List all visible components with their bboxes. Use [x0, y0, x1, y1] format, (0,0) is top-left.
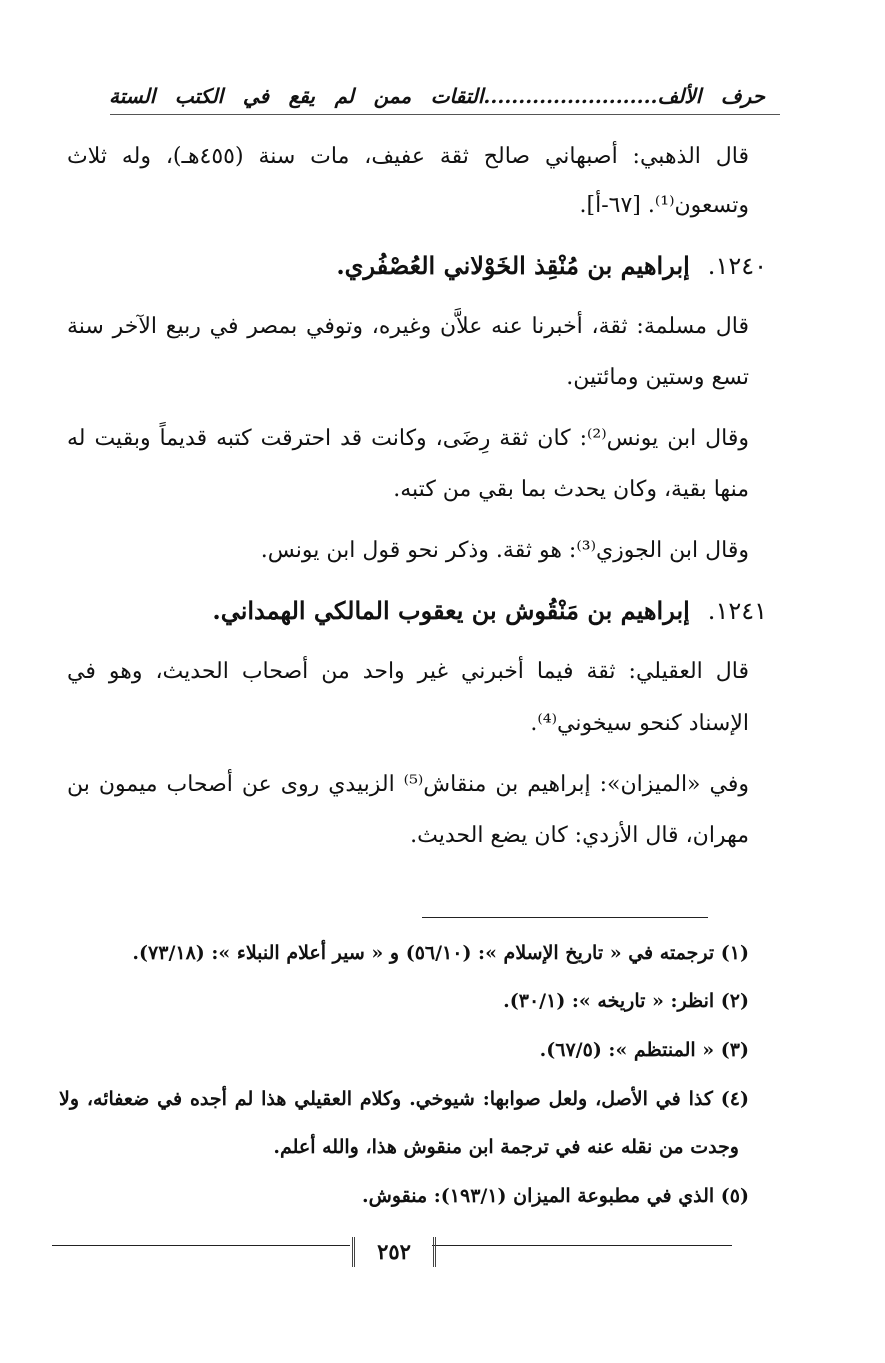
p2-line2: تسع وستين ومائتين. — [566, 365, 749, 390]
p3-line1: وقال ابن يونس⁽²⁾: كان ثقة رِضَى، وكانت قد احترقت كتبه قديماً وبقيت له — [67, 426, 750, 451]
p4-line1: وقال ابن الجوزي⁽³⁾: هو ثقة. وذكر نحو قول ابن يونس. — [260, 538, 749, 563]
entry-number: ١٢٤١. — [707, 597, 767, 625]
bottom-rule-right — [432, 1245, 732, 1246]
footnote-5: (٥) الذي في مطبوعة الميزان (١٩٣/١): منقوش. — [362, 1185, 749, 1207]
footnote-separator — [422, 917, 708, 918]
entry-1241-heading — [212, 596, 767, 625]
p2-line1: قال مسلمة: ثقة، أخبرنا عنه علاَّن وغيره، وتوفي بمصر في ربيع الآخر سنة — [67, 314, 749, 339]
footnote-4-line2: وجدت من نقله عنه في ترجمة ابن منقوش هذا، والله أعلم. — [273, 1136, 739, 1158]
footnote-4-line1: (٤) كذا في الأصل، ولعل صوابها: شيوخي. وكلام العقيلي هذا لم أجده في ضعفائه، ولا — [59, 1088, 749, 1110]
entry-1240-heading — [336, 251, 767, 280]
p1-line2: وتسعون⁽¹⁾. [٦٧-أ]. — [579, 193, 749, 218]
p5-line2: الإسناد كنحو سيخوني⁽⁴⁾. — [530, 711, 749, 736]
p3-line2: منها بقية، وكان يحدث بما بقي من كتبه. — [393, 477, 749, 502]
page-number: ٢٥٢ — [352, 1237, 436, 1267]
footnote-1: (١) ترجمته في « تاريخ الإسلام »: (٥٦/١٠) و « سير أعلام النبلاء »: (٧٣/١٨). — [132, 942, 749, 964]
running-header: حرف الألف.........................التقات ممن لم يقع في الكتب الستة — [109, 84, 765, 108]
p6-line2: مهران، قال الأزدي: كان يضع الحديث. — [410, 823, 749, 848]
bottom-rule-left — [52, 1245, 350, 1246]
p5-line1: قال العقيلي: ثقة فيما أخبرني غير واحد من أصحاب الحديث، وهو في — [67, 659, 749, 684]
p6-line1: وفي «الميزان»: إبراهيم بن منقاش⁽⁵⁾ الزبيدي روى عن أصحاب ميمون بن — [67, 772, 749, 797]
header-rule — [110, 114, 780, 115]
entry-name: إبراهيم بن مَنْقُوش بن يعقوب المالكي الهمداني. — [212, 596, 690, 625]
p1-line1: قال الذهبي: أصبهاني صالح ثقة عفيف، مات سنة (٤٥٥هـ)، وله ثلاث — [67, 144, 749, 169]
footnote-3: (٣) « المنتظم »: (٦٧/٥). — [539, 1039, 749, 1061]
entry-name: إبراهيم بن مُنْقِذ الخَوْلاني العُصْفُري. — [336, 251, 690, 280]
entry-number: ١٢٤٠. — [707, 252, 767, 280]
footnote-2: (٢) انظر: « تاريخه »: (٣٠/١). — [503, 990, 749, 1012]
